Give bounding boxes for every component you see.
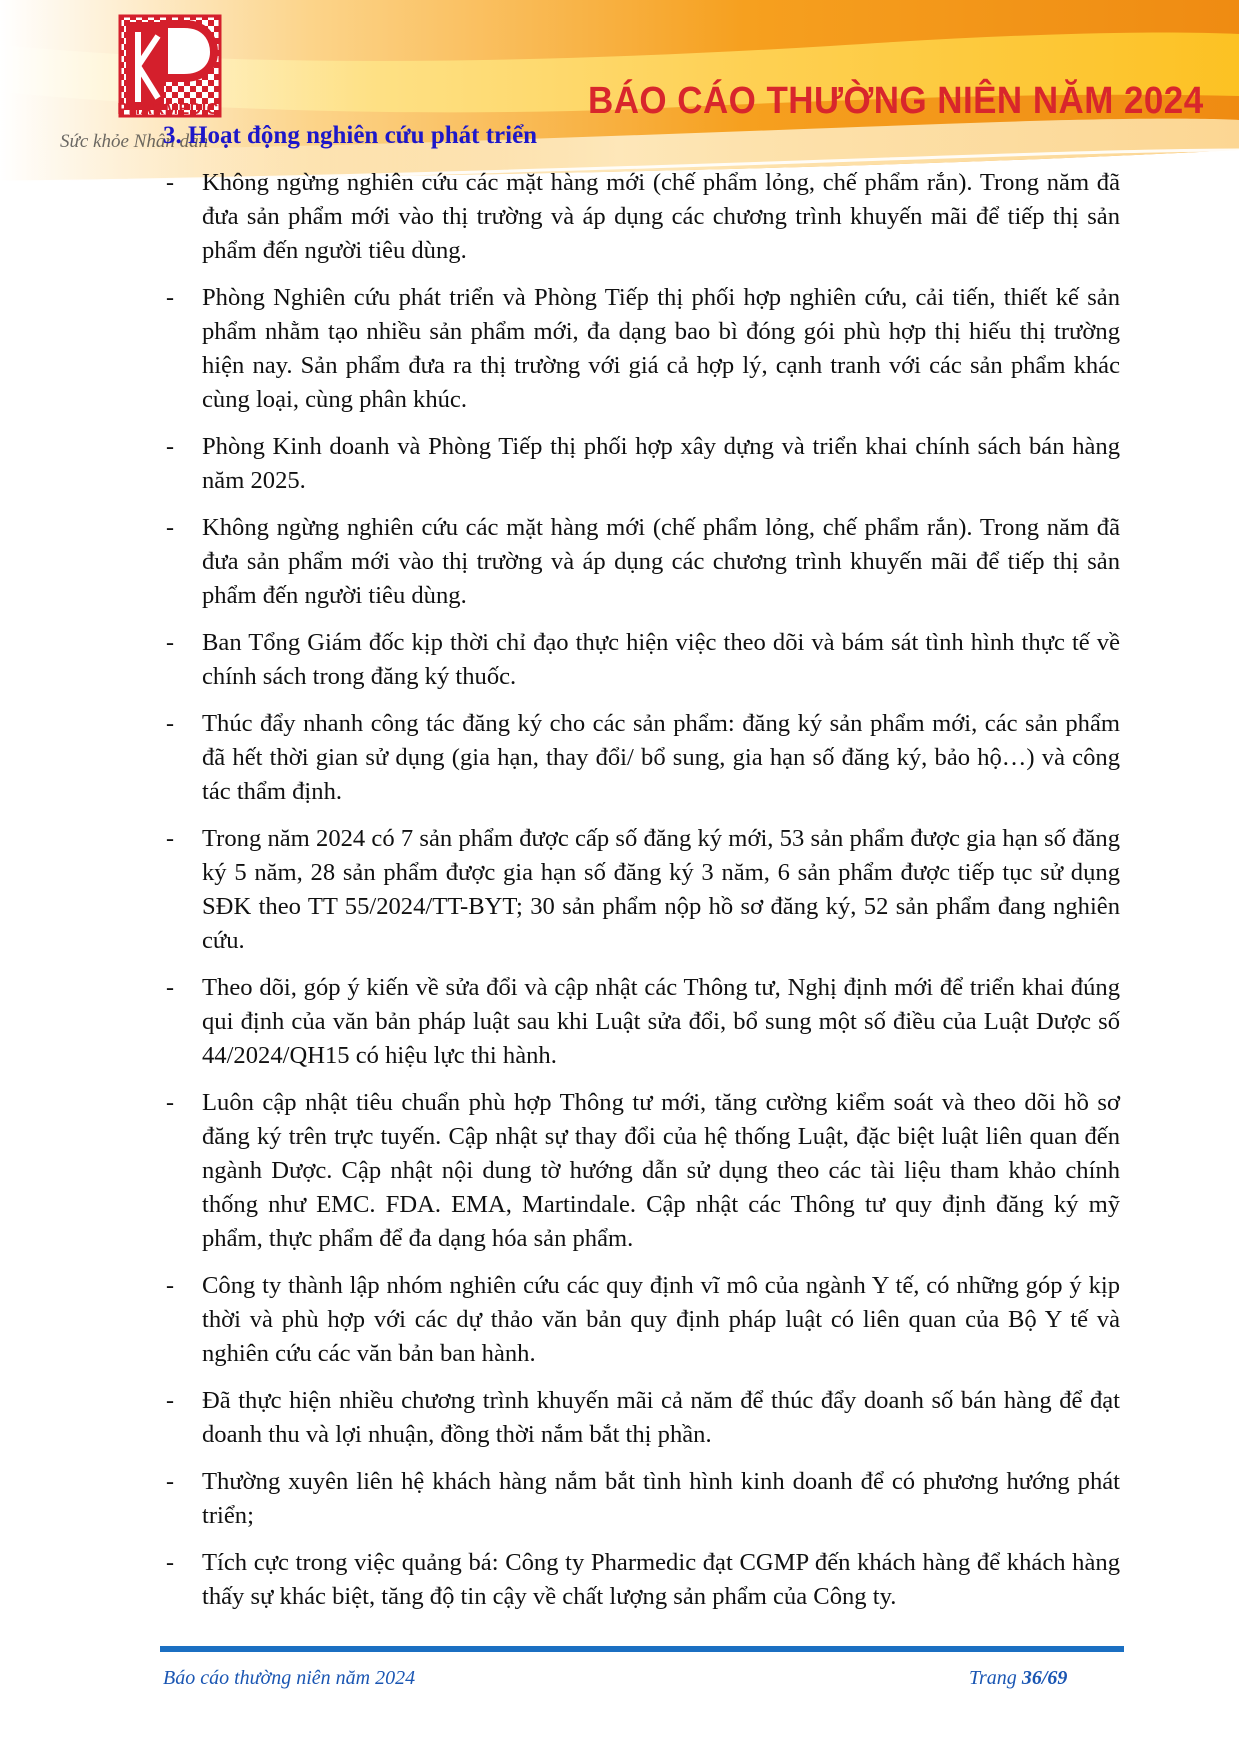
list-item-text: Luôn cập nhật tiêu chuẩn phù hợp Thông tư mới, tăng cường kiểm soát và theo dõi hồ sơ đăng ký trên trực tuyến. Cập nhật sự thay đổi của hệ thống Luật, đặc biệt luật liên quan đến ngành Dược. Cập nhật nội dung tờ hướng dẫn sử dụng theo các tài liệu tham khảo chính thống như EMC. FDA. EMA, Martindale. Cập nhật các Thông tư quy định đăng ký mỹ phẩm, thực phẩm để đa dạng hóa sản phẩm.	[202, 1089, 1120, 1252]
list-item	[160, 281, 1120, 417]
list-item-text: Thúc đẩy nhanh công tác đăng ký cho các sản phẩm: đăng ký sản phẩm mới, các sản phẩm đã hết thời gian sử dụng (gia hạn, thay đổi/ bổ sung, gia hạn số đăng ký, bảo hộ…) và công tác thẩm định.	[202, 710, 1120, 805]
list-item	[160, 166, 1120, 268]
list-item-text: Không ngừng nghiên cứu các mặt hàng mới (chế phẩm lỏng, chế phẩm rắn). Trong năm đã đưa sản phẩm mới vào thị trường và áp dụng các chương trình khuyến mãi để tiếp thị sản phẩm đến người tiêu dùng.	[202, 169, 1120, 264]
page-prefix: Trang	[969, 1667, 1022, 1689]
list-item	[160, 1546, 1120, 1614]
list-item-text: Phòng Kinh doanh và Phòng Tiếp thị phối hợp xây dựng và triển khai chính sách bán hàng năm 2025.	[202, 433, 1120, 494]
list-item	[160, 511, 1120, 613]
bullet-dash: -	[166, 434, 174, 460]
list-item-text: Trong năm 2024 có 7 sản phẩm được cấp số đăng ký mới, 53 sản phẩm được gia hạn số đăng ký 5 năm, 28 sản phẩm được gia hạn số đăng ký 3 năm, 6 sản phẩm được tiếp tục sử dụng SĐK theo TT 55/2024/TT-BYT; 30 sản phẩm nộp hồ sơ đăng ký, 52 sản phẩm đang nghiên cứu.	[202, 825, 1120, 954]
list-item-text: Công ty thành lập nhóm nghiên cứu các quy định vĩ mô của ngành Y tế, có những góp ý kịp thời và phù hợp với các dự thảo văn bản quy định pháp luật có liên quan của Bộ Y tế và nghiên cứu các văn bản ban hành.	[202, 1272, 1120, 1367]
footer-report-title: Báo cáo thường niên năm 2024	[163, 1667, 416, 1689]
bullet-dash: -	[166, 1388, 174, 1414]
list-item-text: Đã thực hiện nhiều chương trình khuyến mãi cả năm để thúc đẩy doanh số bán hàng để đạt doanh thu và lợi nhuận, đồng thời nắm bắt thị phần.	[202, 1387, 1120, 1448]
bullet-dash: -	[166, 826, 174, 852]
list-item	[160, 707, 1120, 809]
list-item	[160, 1384, 1120, 1452]
report-title: BÁO CÁO THƯỜNG NIÊN NĂM 2024	[588, 80, 1204, 122]
bullet-dash: -	[166, 515, 174, 541]
footer-page-number	[969, 1667, 1067, 1690]
list-item-text: Thường xuyên liên hệ khách hàng nắm bắt tình hình kinh doanh để có phương hướng phát triển;	[202, 1468, 1120, 1529]
list-item	[160, 1269, 1120, 1371]
list-item	[160, 822, 1120, 958]
list-item	[160, 430, 1120, 498]
bullet-dash: -	[166, 170, 174, 196]
footer-divider	[160, 1646, 1124, 1652]
brand-name: PHARMEDIC	[117, 101, 219, 118]
bullet-dash: -	[166, 1090, 174, 1116]
list-item	[160, 1465, 1120, 1533]
list-item-text: Ban Tổng Giám đốc kịp thời chỉ đạo thực hiện việc theo dõi và bám sát tình hình thực tế về chính sách trong đăng ký thuốc.	[202, 629, 1120, 690]
list-item-text: Tích cực trong việc quảng bá: Công ty Pharmedic đạt CGMP đến khách hàng để khách hàng thấy sự khác biệt, tăng độ tin cậy về chất lượng sản phẩm của Công ty.	[202, 1549, 1120, 1610]
bullet-list	[160, 166, 1120, 1627]
list-item	[160, 626, 1120, 694]
bullet-dash: -	[166, 711, 174, 737]
list-item-text: Không ngừng nghiên cứu các mặt hàng mới (chế phẩm lỏng, chế phẩm rắn). Trong năm đã đưa sản phẩm mới vào thị trường và áp dụng các chương trình khuyến mãi để tiếp thị sản phẩm đến người tiêu dùng.	[202, 514, 1120, 609]
page-number-value: 36/69	[1021, 1667, 1068, 1689]
list-item	[160, 1086, 1120, 1256]
bullet-dash: -	[166, 285, 174, 311]
list-item	[160, 971, 1120, 1073]
section-heading: 3. Hoạt động nghiên cứu phát triển	[163, 122, 538, 149]
bullet-dash: -	[166, 975, 174, 1001]
list-item-text: Phòng Nghiên cứu phát triển và Phòng Tiếp thị phối hợp nghiên cứu, cải tiến, thiết kế sản phẩm nhằm tạo nhiều sản phẩm mới, đa dạng bao bì đóng gói phù hợp thị hiếu thị trường hiện nay. Sản phẩm đưa ra thị trường với giá cả hợp lý, cạnh tranh với các sản phẩm khác cùng loại, cùng phân khúc.	[202, 284, 1120, 413]
bullet-dash: -	[166, 1273, 174, 1299]
bullet-dash: -	[166, 630, 174, 656]
list-item-text: Theo dõi, góp ý kiến về sửa đổi và cập nhật các Thông tư, Nghị định mới để triển khai đúng qui định của văn bản pháp luật sau khi Luật sửa đổi, bổ sung một số điều của Luật Dược số 44/2024/QH15 có hiệu lực thi hành.	[202, 974, 1120, 1069]
brand-slogan: Sức khỏe Nhân dân	[60, 131, 209, 152]
bullet-dash: -	[166, 1469, 174, 1495]
bullet-dash: -	[166, 1550, 174, 1576]
